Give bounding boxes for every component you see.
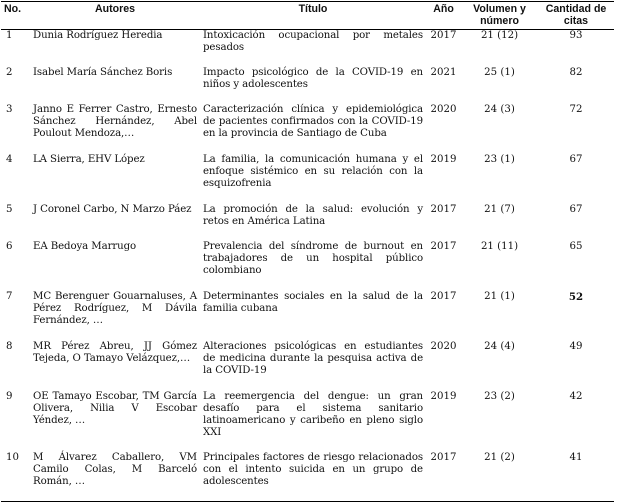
row-authors: J Coronel Carbo, N Marzo Páez xyxy=(33,203,192,215)
header-row xyxy=(1,2,614,30)
row-title: Principales factores de riesgo relacionados con el intento suicida en un grupo de adolescentes xyxy=(200,452,426,502)
row-volume: 23 (2) xyxy=(484,390,515,402)
row-cites: 67 xyxy=(569,153,583,165)
table-row xyxy=(1,391,614,452)
row-title: Caracterización clínica y epidemiológica de pacientes confirmados con la COVID-19 en la provincia de Santiago de Cuba xyxy=(203,103,423,139)
row-year: 2019 xyxy=(430,390,457,402)
table-row xyxy=(1,154,614,204)
row-title: La reemergencia del dengue: un gran desafío para el sistema sanitario latinoamericano y caribeño en pleno siglo XXI xyxy=(203,390,423,439)
row-volume: 21 (1) xyxy=(484,290,515,302)
header-authors: Autores xyxy=(30,2,200,30)
row-title: La familia, la comunicación humana y el enfoque sistémico en su relación con la esquizofrenia xyxy=(203,153,423,189)
row-volume: 24 (3) xyxy=(484,103,515,115)
citations-table xyxy=(1,1,614,502)
row-authors: MR Pérez Abreu, JJ Gómez Tejeda, O Tamayo Velázquez,… xyxy=(33,340,197,364)
row-cites: 93 xyxy=(569,30,583,41)
row-year: 2017 xyxy=(426,452,461,502)
row-number: 9 xyxy=(6,390,13,402)
table-row xyxy=(1,67,614,104)
row-volume: 23 (1) xyxy=(484,153,515,165)
row-year: 2017 xyxy=(430,290,457,302)
row-volume: 21 (11) xyxy=(480,240,519,252)
row-number: 2 xyxy=(6,66,13,78)
row-volume: 21 (2) xyxy=(461,452,538,502)
row-year: 2017 xyxy=(430,203,457,215)
row-cites: 42 xyxy=(569,390,583,402)
row-authors: MC Berenguer Gouarnaluses, A Pérez Rodríguez, M Dávila Fernández, … xyxy=(33,290,197,326)
row-title: Impacto psicológico de la COVID-19 en niños y adolescentes xyxy=(203,66,423,90)
row-year: 2020 xyxy=(430,103,457,115)
row-authors: M Álvarez Caballero, VM Camilo Colas, M Barceló Román, … xyxy=(30,452,200,502)
header-no: No. xyxy=(1,2,30,30)
row-title: La promoción de la salud: evolución y retos en América Latina xyxy=(203,203,423,227)
header-volume: Volumen y número xyxy=(461,2,538,30)
row-cites: 72 xyxy=(569,103,583,115)
table-row xyxy=(1,30,614,67)
row-cites: 65 xyxy=(569,240,583,252)
row-authors: OE Tamayo Escobar, TM García Olivera, Nilia V Escobar Yéndez, … xyxy=(33,390,197,426)
row-year: 2017 xyxy=(430,30,457,41)
row-title: Prevalencia del síndrome de burnout en trabajadores de un hospital público colombiano xyxy=(203,240,423,276)
table-row xyxy=(1,291,614,341)
header-year: Año xyxy=(426,2,461,30)
row-year: 2021 xyxy=(430,66,457,78)
table-row xyxy=(1,341,614,391)
row-number: 5 xyxy=(6,203,13,215)
row-cites: 41 xyxy=(538,452,614,502)
row-year: 2020 xyxy=(430,340,457,352)
row-volume: 24 (4) xyxy=(484,340,515,352)
table-row xyxy=(1,104,614,154)
row-authors: LA Sierra, EHV López xyxy=(33,153,145,165)
table-row xyxy=(1,204,614,241)
row-volume: 25 (1) xyxy=(484,66,515,78)
row-number: 3 xyxy=(6,103,13,115)
header-cites: Cantidad de citas xyxy=(538,2,614,30)
row-authors: Dunia Rodríguez Heredia xyxy=(33,30,163,41)
row-authors: EA Bedoya Marrugo xyxy=(33,240,137,252)
row-number: 1 xyxy=(6,30,13,41)
row-year: 2019 xyxy=(430,153,457,165)
row-title: Determinantes sociales en la salud de la familia cubana xyxy=(203,290,423,314)
row-authors: Janno E Ferrer Castro, Ernesto Sánchez Hernández, Abel Poulout Mendoza,… xyxy=(33,103,197,139)
row-cites: 82 xyxy=(569,66,583,78)
row-number: 8 xyxy=(6,340,13,352)
row-title: Intoxicación ocupacional por metales pesados xyxy=(203,30,423,54)
table-row xyxy=(1,452,614,502)
row-number: 10 xyxy=(1,452,30,502)
row-number: 4 xyxy=(6,153,13,165)
row-number: 6 xyxy=(6,240,13,252)
row-cites: 52 xyxy=(568,290,584,303)
table-body xyxy=(1,30,614,502)
row-cites: 67 xyxy=(569,203,583,215)
header-title: Título xyxy=(200,2,426,30)
row-year: 2017 xyxy=(430,240,457,252)
row-number: 7 xyxy=(6,290,13,302)
row-title: Alteraciones psicológicas en estudiantes de medicina durante la pesquisa activa de la COVID-19 xyxy=(203,340,423,376)
row-authors: Isabel María Sánchez Boris xyxy=(33,66,173,78)
row-volume: 21 (12) xyxy=(480,30,519,41)
table-row xyxy=(1,241,614,291)
row-cites: 49 xyxy=(569,340,583,352)
row-volume: 21 (7) xyxy=(484,203,515,215)
